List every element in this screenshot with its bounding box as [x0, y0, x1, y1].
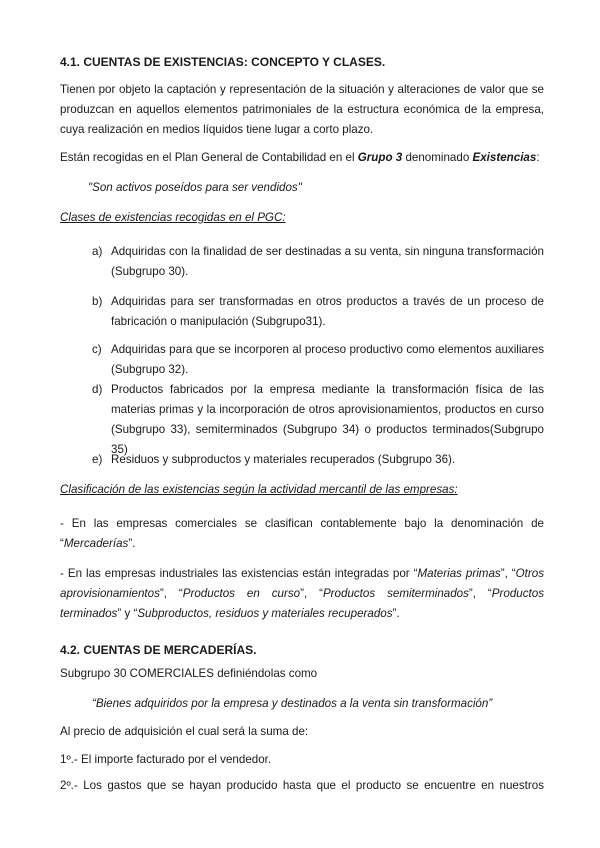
list-item	[92, 380, 544, 460]
list-text: Adquiridas con la finalidad de ser destinadas a su venta, sin ninguna transformación (Subgrupo 30).	[111, 245, 544, 278]
list-text: Adquiridas para ser transformadas en otros productos a través de un proceso de fabricación o manipulación (Subgrupo31).	[111, 295, 544, 328]
ind-term-materias: Materias primas	[417, 567, 501, 580]
ind-text-1: - En las empresas industriales las existencias están integradas por “	[60, 567, 418, 580]
intro-paragraph: Tienen por objeto la captación y representación de la situación y alteraciones de valor que se produzcan en aquellos elementos patrimoniales de la estructura económica de la empresa, cuya realización en medios líquidos tiene lugar a corto plazo.	[60, 83, 544, 136]
ind-text-2: ”, “	[500, 567, 516, 580]
list-text: Residuos y subproductos y materiales recuperados (Subgrupo 36).	[111, 453, 456, 466]
comerciales-paragraph	[60, 514, 544, 554]
section-heading-mercaderias: 4.2. CUENTAS DE MERCADERÍAS.	[60, 643, 257, 657]
list-item	[92, 242, 544, 282]
pgc-name: Existencias	[472, 151, 537, 164]
ind-term-semi: Productos semiterminados	[322, 587, 469, 600]
ind-text-6: ” y “	[117, 607, 138, 620]
list-marker: c)	[92, 343, 102, 356]
list-marker: b)	[92, 295, 103, 308]
ind-term-aprov: Otros aprovisionamientos	[60, 567, 544, 600]
comerciales-text: - En las empresas comerciales se clasifican contablemente bajo la denominación de “	[60, 517, 544, 550]
ind-term-curso: Productos en curso	[182, 587, 301, 600]
list-text: Productos fabricados por la empresa mediante la transformación física de las materias primas y la incorporación de otros aprovisionamientos, productos en curso (Subgrupo 33), semiterminados (Subgrupo 34) o productos terminados(Subgrupo 35)	[111, 383, 544, 456]
ind-text-3: ”, “	[159, 587, 183, 600]
mercaderias-term: Mercaderías	[63, 537, 129, 550]
section-heading-existencias: 4.1. CUENTAS DE EXISTENCIAS: CONCEPTO Y CLASES.	[60, 55, 386, 69]
pgc-group: Grupo 3	[357, 151, 403, 164]
comerciales-end: ”.	[128, 537, 136, 550]
list-marker: d)	[92, 383, 103, 396]
industriales-paragraph	[60, 564, 544, 624]
point-1: 1º.- El importe facturado por el vendedor.	[60, 753, 272, 766]
list-item	[92, 292, 544, 332]
ind-text-7: ”.	[392, 607, 400, 620]
existencias-quote: "Son activos poseídos para ser vendidos"	[88, 181, 302, 194]
ind-term-terminados: Productos terminados	[60, 587, 544, 620]
ind-term-subproductos: Subproductos, residuos y materiales recuperados	[137, 607, 393, 620]
list-item	[92, 450, 544, 470]
list-marker: e)	[92, 453, 103, 466]
list-text: Adquiridas para que se incorporen al proceso productivo como elementos auxiliares (Subgrupo 32).	[111, 343, 544, 376]
clasificacion-title: Clasificación de las existencias según la actividad mercantil de las empresas:	[60, 483, 458, 496]
subgrupo-line: Subgrupo 30 COMERCIALES definiéndolas como	[60, 667, 318, 680]
point-2: 2º.- Los gastos que se hayan producido hasta que el producto se encuentre en nuestros	[60, 779, 544, 792]
pgc-text-pre: Están recogidas en el Plan General de Contabilidad en el	[60, 151, 358, 164]
mercaderias-quote: “Bienes adquiridos por la empresa y destinados a la venta sin transformación”	[92, 697, 493, 710]
precio-line: Al precio de adquisición el cual será la suma de:	[60, 725, 309, 738]
pgc-text-post: :	[536, 151, 540, 164]
clases-title: Clases de existencias recogidas en el PGC:	[60, 211, 286, 224]
list-item	[92, 340, 544, 380]
pgc-paragraph	[60, 148, 544, 168]
ind-text-5: ”, “	[468, 587, 492, 600]
ind-text-4: ”, “	[300, 587, 323, 600]
pgc-text-mid: denominado	[402, 151, 473, 164]
list-marker: a)	[92, 245, 103, 258]
